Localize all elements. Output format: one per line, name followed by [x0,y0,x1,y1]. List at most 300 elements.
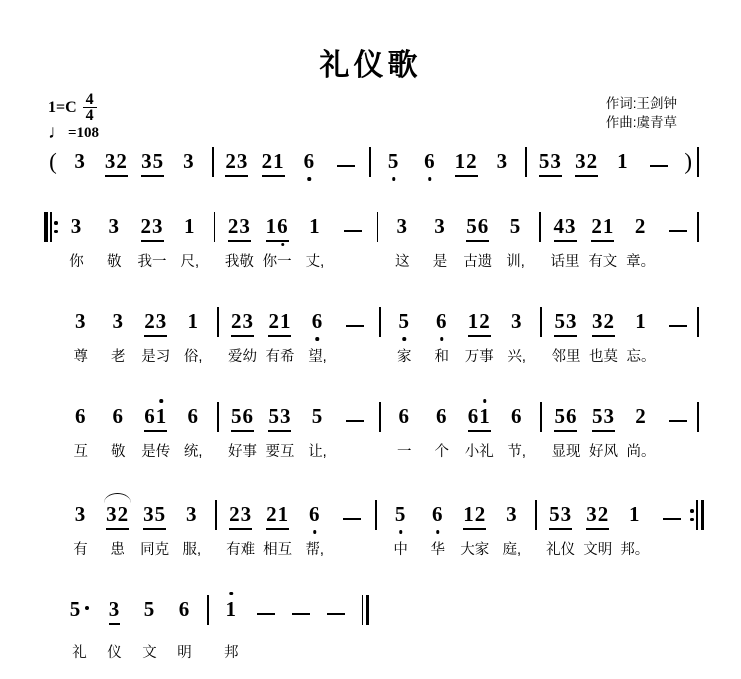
quarter-note-icon: ♩ [48,122,67,143]
lyric-syllable: 让, [308,444,327,460]
note [75,503,87,531]
note [586,503,609,530]
note-digit: 5 [398,310,410,333]
lyric-beat [498,440,535,459]
note [312,405,324,433]
note [592,310,615,337]
lyric-beat [456,538,493,557]
beat [284,595,319,625]
measure [222,500,370,557]
low-octave-dot [308,177,312,181]
note [184,215,196,243]
beat [62,500,99,530]
beat [585,307,622,337]
note-digit: 2 [261,149,274,173]
low-octave-dot [399,530,403,534]
measure [376,147,521,177]
note [463,503,486,530]
note-digit: 1 [265,214,278,238]
measure [386,402,536,459]
lyric-beat [585,345,622,364]
note [141,215,164,242]
notes-row [62,307,212,337]
note-digit: 3 [396,213,408,238]
lyric-beat [423,345,460,364]
lyric-beat [579,538,616,557]
note [75,405,87,433]
beat [660,402,697,432]
note-digit: 3 [506,501,518,526]
beat [319,595,354,625]
note-digit: 1 [279,309,292,333]
lyric-syllable: 俗, [183,349,203,365]
beat [173,500,210,530]
lyric-beat [261,440,298,459]
lyric-syllable: 尺, [180,254,200,270]
note-digit: 5 [591,404,604,428]
measure [62,147,207,177]
measure [547,307,697,364]
note-digit: 2 [466,149,478,173]
note-digit: 1 [184,213,196,238]
score-line [44,500,704,557]
notes-row [547,307,697,337]
lyric-beat [58,250,96,269]
note [108,215,120,243]
lyrics-row [224,440,374,459]
lyric-syllable: 患 [110,542,125,558]
barline [697,307,699,337]
lyric-syllable: 文明 [583,542,613,558]
note-digit: 1 [479,405,491,428]
beat [333,500,370,530]
beat [579,500,616,530]
note [549,503,572,530]
lyric-syllable: 统, [183,444,203,460]
lyric-beat [259,538,296,557]
lyric-beat [137,440,174,459]
lyrics-row [546,250,697,269]
note-digit: 6 [112,403,124,428]
note-digit: 1 [454,149,467,173]
beat [460,402,497,432]
lyric-syllable: 邦 [224,645,239,661]
note-digit: 3 [155,309,168,333]
notes-row [62,595,202,625]
dash-extension [346,420,364,423]
lyric-beat [99,345,136,364]
measure [532,147,677,177]
beat [258,212,296,242]
lyric-beat [224,440,261,459]
time-numerator: 4 [85,91,94,108]
lyric-beat [99,440,136,459]
note [506,503,518,531]
notes-row [58,212,209,242]
note-digit: 2 [268,309,280,333]
note-digit: 3 [550,149,562,173]
lyric-syllable: 文 [142,645,157,661]
score-line [44,147,704,177]
low-octave-dot [440,337,444,341]
lyric-beat [622,345,659,364]
lyrics-row [547,345,697,364]
beat [261,307,298,337]
note [554,310,577,337]
note [268,405,291,432]
lyric-syllable: 有 [73,542,88,558]
notes-row [224,402,374,432]
beat [622,212,660,242]
beat [660,307,697,337]
lyric-syllable: 丈, [305,254,325,270]
lyrics-row [222,538,370,557]
lyric-beat [261,345,298,364]
note [109,598,121,625]
beat [62,402,99,432]
note [268,310,291,337]
final-barline [362,595,370,625]
lyric-syllable: 个 [434,444,449,460]
beat [249,595,284,625]
note [591,215,614,242]
note-digit: 6 [74,403,87,428]
lyric-syllable: 互 [73,444,88,460]
time-denominator: 4 [83,107,97,123]
lyric-syllable: 我敬 [224,254,254,270]
beat [327,147,363,177]
note-digit: 1 [309,213,321,238]
beat [383,212,421,242]
repeat-bar-thin [696,500,698,530]
intro-close-paren: ) [684,149,693,174]
note-digit: 3 [565,214,577,238]
note [266,503,289,530]
beat [584,212,622,242]
note [304,150,316,178]
note [511,310,523,338]
note-digit: 2 [140,214,152,238]
note [106,503,129,530]
note-digit: 5 [230,404,243,428]
lyric-beat [584,250,622,269]
measure [62,595,202,661]
lyric-beat [99,538,136,557]
lyric-beat [336,345,373,364]
lyric-beat [220,250,258,269]
repeat-close-sign [690,500,704,530]
beat [62,595,97,625]
beat [174,402,211,432]
beat [448,147,484,177]
beat [62,147,98,177]
beat [136,500,173,530]
lyric-beat [167,641,202,661]
beat [336,402,373,432]
beat [99,402,136,432]
notes-row [382,500,530,530]
note-digit: 6 [242,404,254,428]
note-digit: 5 [143,596,156,621]
note [617,150,629,178]
beat [546,212,584,242]
lyric-beat [62,538,99,557]
note-digit: 3 [510,308,523,333]
lyric-beat [659,250,697,269]
lyricist-credit: 作词:王剑钟 [605,96,677,111]
dash-extension [292,613,310,616]
final-bar-thick [366,595,370,625]
beat [214,595,249,625]
note-digit: 5 [554,404,566,428]
note-digit: 2 [266,502,278,526]
lyric-syllable: 望, [308,349,327,365]
note-digit: 3 [279,404,292,428]
note [262,150,285,177]
note-digit: 1 [463,502,475,526]
lyric-syllable: 话里 [550,254,580,270]
high-octave-dot [483,399,487,403]
low-octave-dot [316,337,320,341]
repeat-dot [690,509,694,513]
notes-row [214,595,354,625]
intro-open-paren: ( [49,149,57,174]
measure [382,500,530,557]
note [75,310,87,338]
beat [547,307,584,337]
lyric-syllable: 尊 [73,349,88,365]
note [226,598,238,626]
note [143,503,166,530]
lyric-beat [653,538,690,557]
low-octave-dot [436,530,440,534]
lyric-beat [136,538,173,557]
note [554,215,577,242]
lyric-syllable: 你 [69,254,84,270]
beat [299,307,336,337]
key-time-tempo-block [48,92,99,142]
note-digit: 2 [591,214,603,238]
lyric-beat [421,250,459,269]
note-digit: 1 [467,309,480,333]
lyric-beat [97,641,132,661]
lyrics-row [547,440,697,459]
note [309,215,321,243]
lyric-beat [174,345,211,364]
note [183,150,195,178]
lyric-beat [383,250,421,269]
beat [132,595,167,625]
beat [456,500,493,530]
note-digit: 1 [277,502,290,526]
lyric-beat [542,538,579,557]
lyric-syllable: 服, [182,542,201,558]
note [74,150,86,178]
beat [224,307,261,337]
note-digit: 6 [467,404,480,428]
dash-extension [346,325,364,328]
beat [498,402,535,432]
note-digit: 3 [74,308,87,333]
lyric-syllable: 老 [110,349,126,365]
note [228,215,251,242]
lyric-syllable: 一 [396,444,412,460]
lyric-syllable: 敬 [106,254,122,270]
note-digit: 5 [154,502,167,526]
note [396,215,408,243]
beat [58,212,96,242]
note-digit: 6 [309,503,321,526]
note [112,310,124,338]
lyrics-row [224,345,374,364]
note-digit: 2 [116,149,128,173]
note-digit: 3 [242,309,254,333]
barline [535,500,537,530]
note-digit: 3 [183,148,195,173]
beat [62,307,99,337]
note-digit: 6 [304,150,316,173]
barline [217,307,219,337]
beat [498,307,535,337]
lyrics-row [214,641,354,661]
lyric-syllable: 大家 [460,542,490,558]
lyric-syllable: 有希 [265,349,295,365]
lyric-syllable: 万事 [464,349,494,365]
lyric-beat [95,250,133,269]
beat [137,307,174,337]
notes-row [386,402,536,432]
lyric-beat [171,250,209,269]
note-digit: 5 [69,596,82,621]
note-digit: 6 [432,503,444,526]
note-digit: 6 [424,150,436,173]
note-digit: 2 [229,502,241,526]
note [436,405,448,433]
beat [376,147,412,177]
note-digit: 1 [617,148,629,173]
note-digit: 6 [312,310,324,333]
beat [97,595,132,625]
time-signature [83,92,97,123]
barline [379,402,381,432]
notes-row [386,307,536,337]
lyric-beat [497,250,535,269]
dash-extension [337,165,355,168]
composer-credit: 作曲:虞青草 [605,115,677,130]
lyric-beat [132,641,167,661]
note-digit: 3 [496,148,509,173]
lyrics-row [382,538,530,557]
notes-row [376,147,521,177]
beat [386,402,423,432]
note-digit: 3 [108,597,121,621]
lyric-beat [173,538,210,557]
final-bar-thin [362,595,364,625]
beat [220,212,258,242]
lyric-syllable: 庭, [502,542,522,558]
notes-row [383,212,534,242]
note-digit: 5 [388,150,400,173]
dash-extension [663,518,681,521]
beat [99,307,136,337]
note-digit: 3 [603,404,615,428]
beat [459,212,497,242]
note [455,150,478,177]
lyric-syllable: 节, [507,444,526,460]
note-digit: 5 [538,149,551,173]
measure [542,500,690,557]
note-digit: 2 [479,309,491,333]
lyric-beat [299,440,336,459]
repeat-bar-thick [701,500,705,530]
lyric-beat [460,345,497,364]
note-digit: 2 [597,502,610,526]
note-digit: 3 [106,502,118,526]
note [468,405,491,432]
note [179,598,191,626]
note-digit: 5 [152,149,165,173]
note-digit: 1 [187,308,199,333]
lyric-syllable: 爱幼 [227,349,257,365]
lyric-syllable: 同克 [140,542,170,558]
note-digit: 5 [509,213,522,238]
lyric-syllable: 是习 [141,349,171,365]
beat [222,500,259,530]
note [388,150,400,178]
lyric-beat [622,440,659,459]
lyric-beat [498,345,535,364]
measure [383,212,534,269]
note-digit: 2 [144,309,156,333]
lyric-syllable: 明 [177,645,192,661]
lyric-syllable: 也莫 [588,349,618,365]
note-digit: 2 [117,502,130,526]
note-digit: 6 [144,404,156,428]
note-digit: 1 [273,149,285,173]
note [105,150,128,177]
measure [62,307,212,364]
note-digit: 6 [477,214,490,238]
note [432,503,444,531]
beat [493,500,530,530]
note [395,503,407,531]
lyric-beat [333,538,370,557]
notes-row [532,147,677,177]
lyric-beat [299,345,336,364]
note-digit: 6 [435,403,448,428]
beat [653,500,690,530]
lyric-beat [459,250,497,269]
beat [95,212,133,242]
beat [134,147,170,177]
lyrics-row [383,250,534,269]
note [309,503,321,531]
lyric-syllable: 好事 [227,444,257,460]
beat [547,402,584,432]
lyric-syllable: 邻里 [551,349,581,365]
lyric-syllable: 有文 [588,254,618,270]
note [225,150,248,177]
beat [568,147,604,177]
notes-row [62,500,210,530]
note-digit: 3 [141,149,153,173]
lyric-beat [334,250,372,269]
lyric-beat [62,440,99,459]
lyric-beat [224,345,261,364]
lyric-beat [62,641,97,661]
key-signature [48,92,99,123]
lyric-syllable: 这 [394,254,410,270]
